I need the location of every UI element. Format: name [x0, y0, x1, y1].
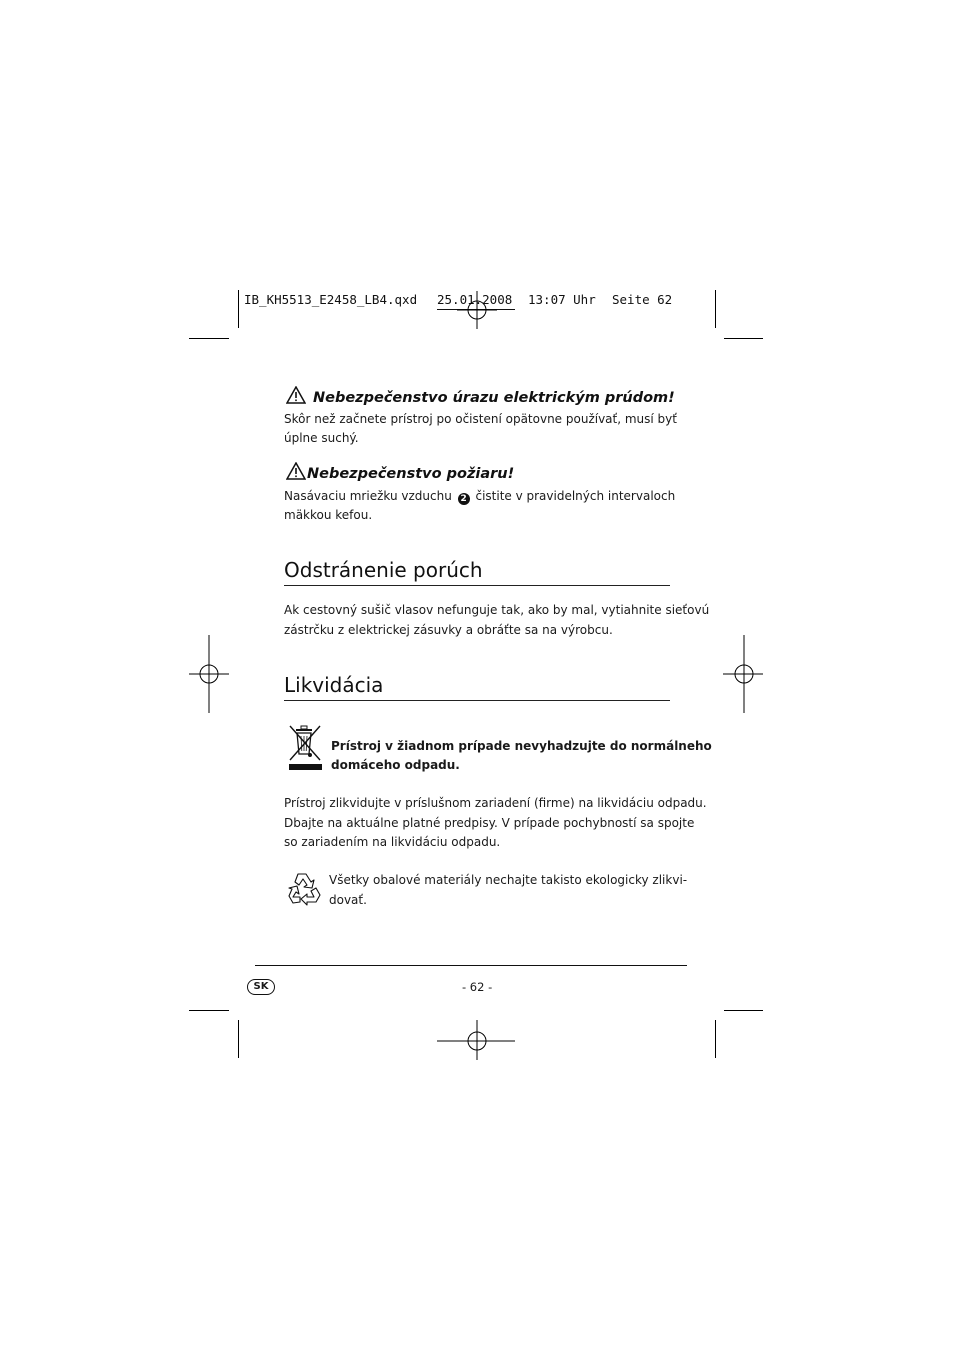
warning-electric-title: Nebezpečenstvo úrazu elektrickým prúdom! [313, 390, 675, 406]
section-title-disposal: Likvidácia [284, 673, 384, 697]
registration-mark-bottom [437, 1020, 517, 1060]
troubleshooting-line1: Ak cestovný sušič vlasov nefunguje tak, ako by mal, vytiahnite sieťovú [284, 603, 710, 617]
disposal-para-line3: so zariadením na likvidáciu odpadu. [284, 835, 501, 849]
warning-fire-title: Nebezpečenstvo požiaru! [307, 466, 515, 482]
warning-fire-line1 [284, 487, 675, 507]
warning-fire-line1-after: čistite v pravidelných intervaloch [475, 489, 676, 503]
slug-file: IB_KH5513_E2458_LB4.qxd [244, 292, 418, 307]
section-rule [284, 700, 670, 701]
section-title-troubleshooting: Odstránenie porúch [284, 558, 483, 582]
warning-electric-line2: úplne suchý. [284, 431, 359, 445]
disposal-para-line1: Prístroj zlikvidujte v príslušnom zariadení (firme) na likvidáciu odpadu. [284, 796, 707, 810]
warning-fire-line1-before: Nasávaciu mriežku vzduchu [284, 489, 452, 503]
slug-date: 25.01.2008 [437, 292, 513, 307]
page-number: - 62 - [462, 980, 493, 994]
disposal-warning-line1: Prístroj v žiadnom prípade nevyhadzujte do normálneho [331, 739, 712, 753]
warning-triangle-icon [286, 386, 306, 404]
footer-rule [255, 965, 687, 966]
registration-mark-right [723, 635, 765, 713]
language-badge: SK [247, 979, 275, 995]
disposal-para-line2: Dbajte na aktuálne platné predpisy. V prípade pochybností sa spojte [284, 816, 695, 830]
registration-mark-top [457, 291, 497, 331]
disposal-warning-line2: domáceho odpadu. [331, 758, 460, 772]
section-rule [284, 585, 670, 586]
recycle-line2: dovať. [329, 893, 367, 907]
registration-mark-left [189, 635, 231, 713]
troubleshooting-line2: zástrčku z elektrickej zásuvky a obráťte sa na výrobcu. [284, 623, 613, 637]
recycle-line1: Všetky obalové materiály nechajte takisto ekologicky zlikvi- [329, 873, 688, 887]
slug-page: Seite 62 [612, 292, 673, 307]
warning-electric-line1: Skôr než začnete prístroj po očistení opätovne používať, musí byť [284, 412, 677, 426]
warning-triangle-icon [286, 462, 306, 480]
slug-time: 13:07 Uhr [528, 292, 596, 307]
warning-fire-line2: mäkkou kefou. [284, 508, 373, 522]
recycle-icon [284, 870, 324, 908]
reference-number-badge: 2 [458, 493, 470, 505]
crossed-out-bin-icon [286, 724, 326, 772]
